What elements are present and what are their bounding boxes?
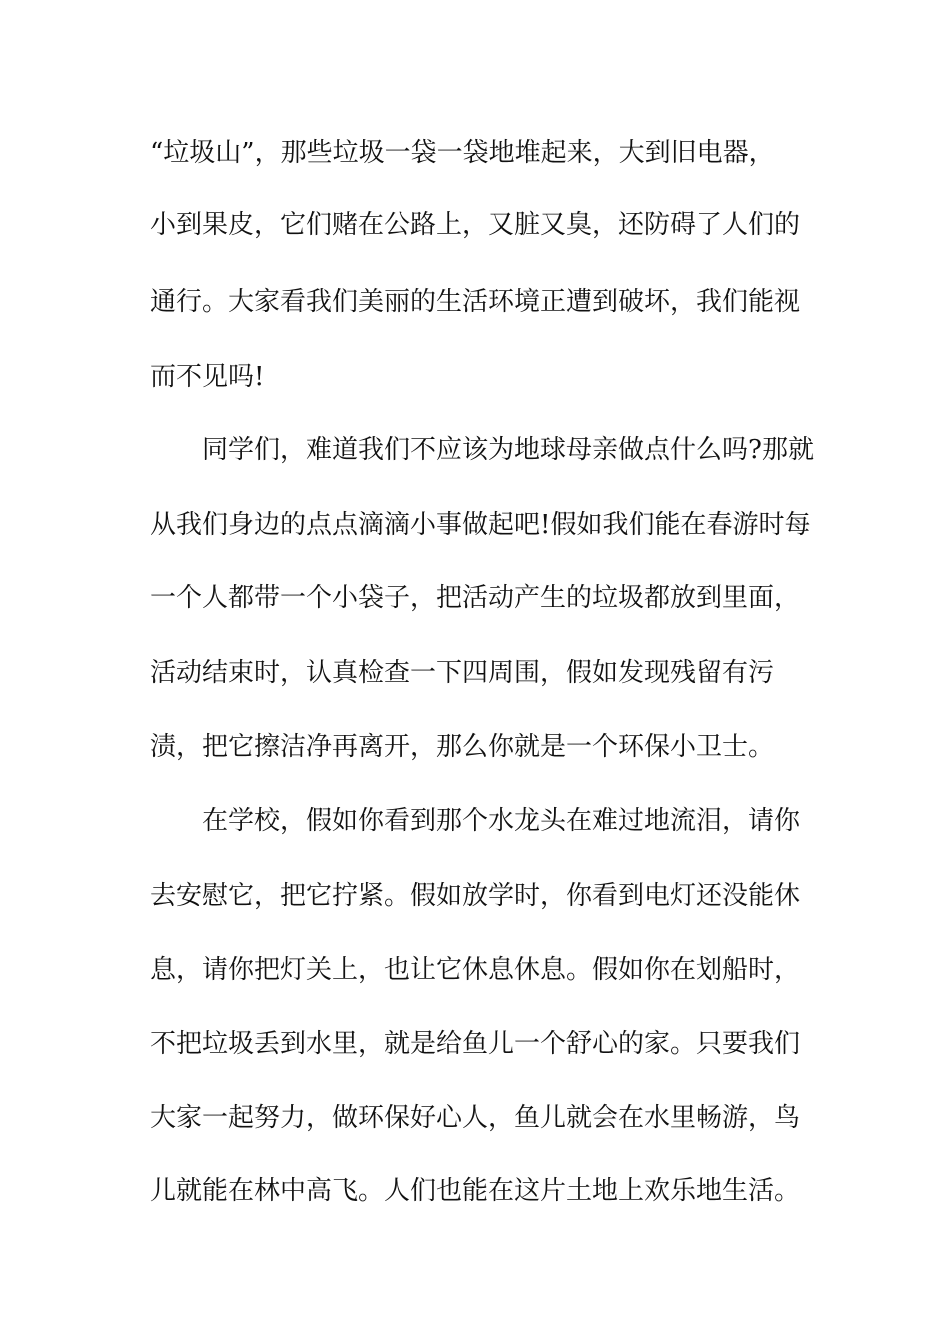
text-line: 从我们身边的点点滴滴小事做起吧!假如我们能在春游时每 [150,510,811,540]
text-line: 去安慰它，把它拧紧。假如放学时，你看到电灯还没能休 [150,881,801,911]
text-line: 通行。大家看我们美丽的生活环境正遭到破坏，我们能视 [150,287,801,317]
text-line: 一个人都带一个小袋子，把活动产生的垃圾都放到里面， [150,583,801,613]
text-line: 而不见吗! [150,362,265,392]
text-line: 在学校，假如你看到那个水龙头在难过地流泪，请你 [202,806,801,836]
text-line: “垃圾山”，那些垃圾一袋一袋地堆起来，大到旧电器， [150,138,775,168]
text-line: 渍，把它擦洁净再离开，那么你就是一个环保小卫士。 [150,732,775,762]
text-line: 同学们，难道我们不应该为地球母亲做点什么吗?那就 [202,435,814,465]
text-line: 活动结束时，认真检查一下四周围，假如发现残留有污 [150,658,775,688]
text-line: 儿就能在林中高飞。人们也能在这片土地上欢乐地生活。 [150,1176,801,1206]
text-line: 大家一起努力，做环保好心人，鱼儿就会在水里畅游，鸟 [150,1103,801,1133]
text-line: 息，请你把灯关上，也让它休息休息。假如你在划船时， [150,955,801,985]
text-line: 不把垃圾丢到水里，就是给鱼儿一个舒心的家。只要我们 [150,1029,801,1059]
text-line: 小到果皮，它们赌在公路上，又脏又臭，还防碍了人们的 [150,210,801,240]
